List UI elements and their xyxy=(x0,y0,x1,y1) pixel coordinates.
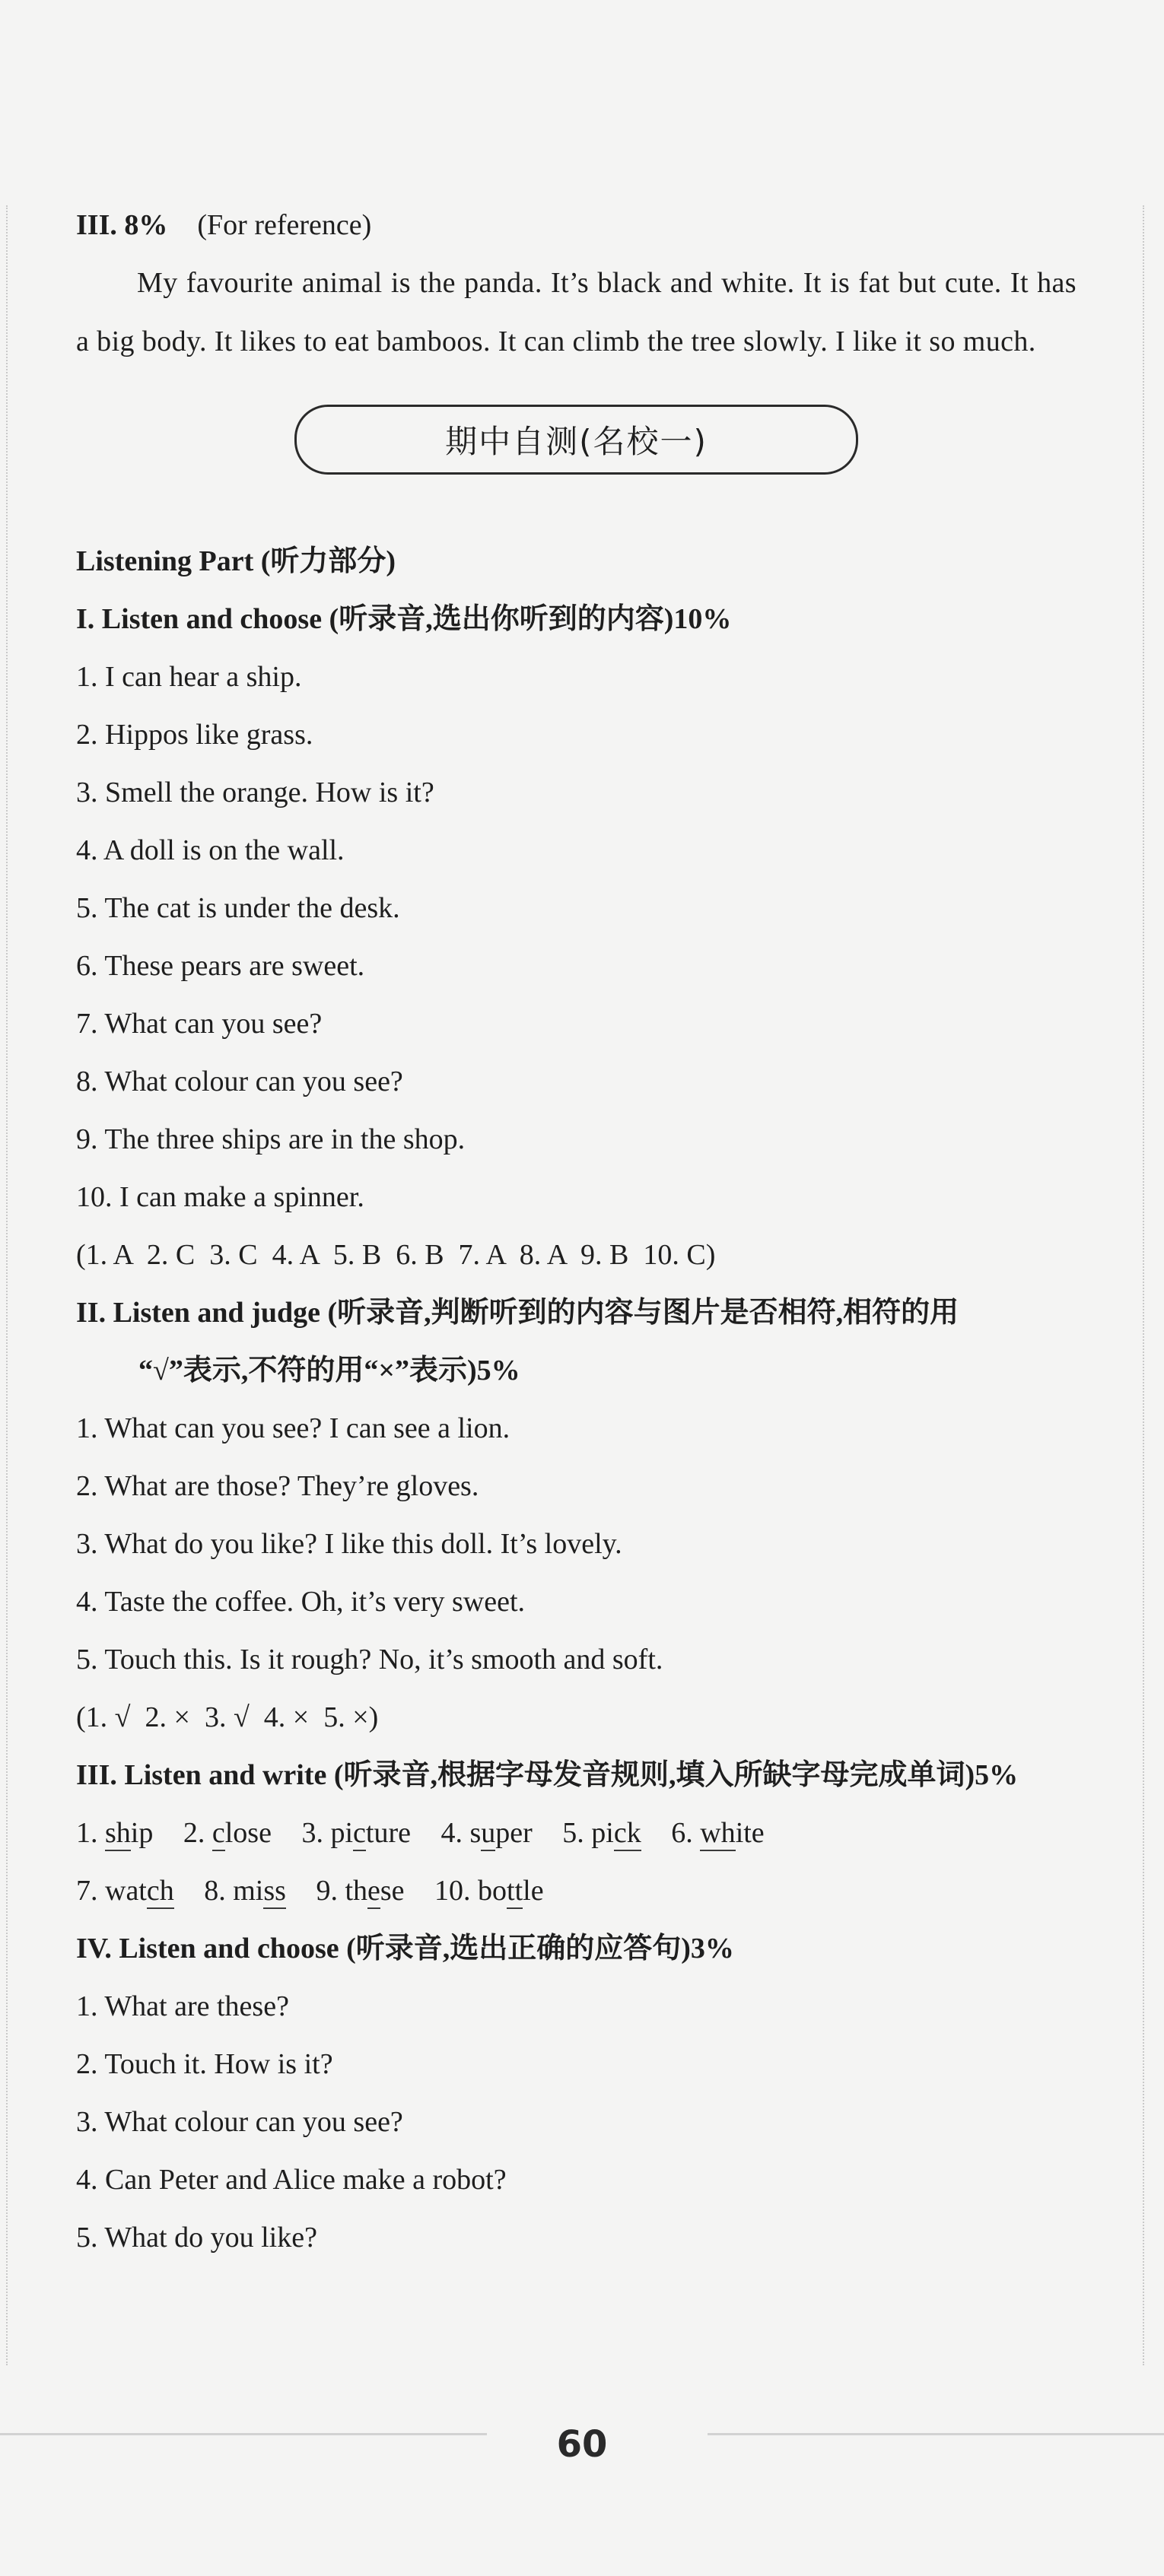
s1-heading: I. Listen and choose (听录音,选出你听到的内容)10% xyxy=(76,603,732,635)
word-item: 7. watch xyxy=(76,1875,174,1909)
part-title: Listening Part (听力部分) xyxy=(76,545,396,577)
list-item: 4. Can Peter and Alice make a robot? xyxy=(76,2164,507,2196)
list-item: 9. The three ships are in the shop. xyxy=(76,1123,466,1155)
list-item: 1. I can hear a ship. xyxy=(76,661,302,693)
s4-heading: IV. Listen and choose (听录音,选出正确的应答句)3% xyxy=(76,1933,734,1965)
missing-letters: wh xyxy=(700,1817,735,1851)
s3-words-row1 xyxy=(76,1804,1077,1862)
list-item: 6. These pears are sweet. xyxy=(76,950,365,982)
word-item: 6. white xyxy=(671,1817,764,1851)
list-item: 5. Touch this. Is it rough? No, it’s smooth and soft. xyxy=(76,1644,663,1676)
list-item: 2. Touch it. How is it? xyxy=(76,2048,333,2080)
list-item: 3. What do you like? I like this doll. It’s lovely. xyxy=(76,1528,622,1560)
missing-letters: sh xyxy=(105,1817,131,1851)
section-title: 期中自测(名校一) xyxy=(294,405,858,475)
missing-letters: tt xyxy=(507,1875,523,1909)
word-item: 2. close xyxy=(183,1817,272,1851)
s2-answers: (1. √ 2. × 3. √ 4. × 5. ×) xyxy=(76,1701,379,1733)
list-item: 5. The cat is under the desk. xyxy=(76,892,400,924)
word-item: 3. picture xyxy=(301,1817,411,1851)
list-item: 3. Smell the orange. How is it? xyxy=(76,777,434,808)
missing-letters: ck xyxy=(614,1817,641,1851)
missing-letters: ch xyxy=(147,1875,174,1909)
list-item: 7. What can you see? xyxy=(76,1008,323,1040)
missing-letters: e xyxy=(367,1875,380,1909)
essay-heading-label: III. 8% xyxy=(76,209,168,241)
s2-heading-line1: II. Listen and judge (听录音,判断听到的内容与图片是否相符,相符的用 xyxy=(76,1297,959,1329)
list-item: 2. What are those? They’re gloves. xyxy=(76,1470,479,1502)
missing-letters: ss xyxy=(263,1875,286,1909)
missing-letters: u xyxy=(481,1817,495,1851)
s2-heading-line2: “√”表示,不符的用“×”表示)5% xyxy=(138,1355,520,1386)
essay-body: My favourite animal is the panda. It’s black and white. It is fat but cute. It has a big body. It likes to eat bamboos. It can climb the tree slowly. I like it so much. xyxy=(76,267,1077,357)
page-content xyxy=(76,196,1077,2266)
list-item: 3. What colour can you see? xyxy=(76,2106,403,2138)
s3-heading: III. Listen and write (听录音,根据字母发音规则,填入所缺字母完成单词)5% xyxy=(76,1759,1019,1791)
list-item: 4. A doll is on the wall. xyxy=(76,834,345,866)
list-item: 1. What can you see? I can see a lion. xyxy=(76,1412,510,1444)
word-item: 1. ship xyxy=(76,1817,153,1851)
essay-heading xyxy=(76,196,1077,254)
list-item: 10. I can make a spinner. xyxy=(76,1181,364,1213)
list-item: 8. What colour can you see? xyxy=(76,1066,403,1097)
word-item: 10. bottle xyxy=(434,1875,544,1909)
word-item: 8. miss xyxy=(204,1875,286,1909)
missing-letters: c xyxy=(212,1817,225,1851)
word-item: 4. super xyxy=(440,1817,532,1851)
word-item: 5. pick xyxy=(562,1817,641,1851)
list-item: 1. What are these? xyxy=(76,1990,289,2022)
missing-letters: c xyxy=(353,1817,366,1851)
list-item: 4. Taste the coffee. Oh, it’s very sweet. xyxy=(76,1586,526,1618)
word-item: 9. these xyxy=(316,1875,404,1909)
s3-words-row2 xyxy=(76,1862,1077,1920)
page-number: 60 xyxy=(556,2423,608,2466)
right-margin-rule xyxy=(1143,205,1144,2365)
essay-note: (For reference) xyxy=(197,209,372,241)
list-item: 5. What do you like? xyxy=(76,2222,317,2254)
list-item: 2. Hippos like grass. xyxy=(76,719,313,751)
s1-answers: (1. A 2. C 3. C 4. A 5. B 6. B 7. A 8. A 9. B 10. C) xyxy=(76,1239,716,1271)
left-margin-rule xyxy=(6,205,8,2365)
